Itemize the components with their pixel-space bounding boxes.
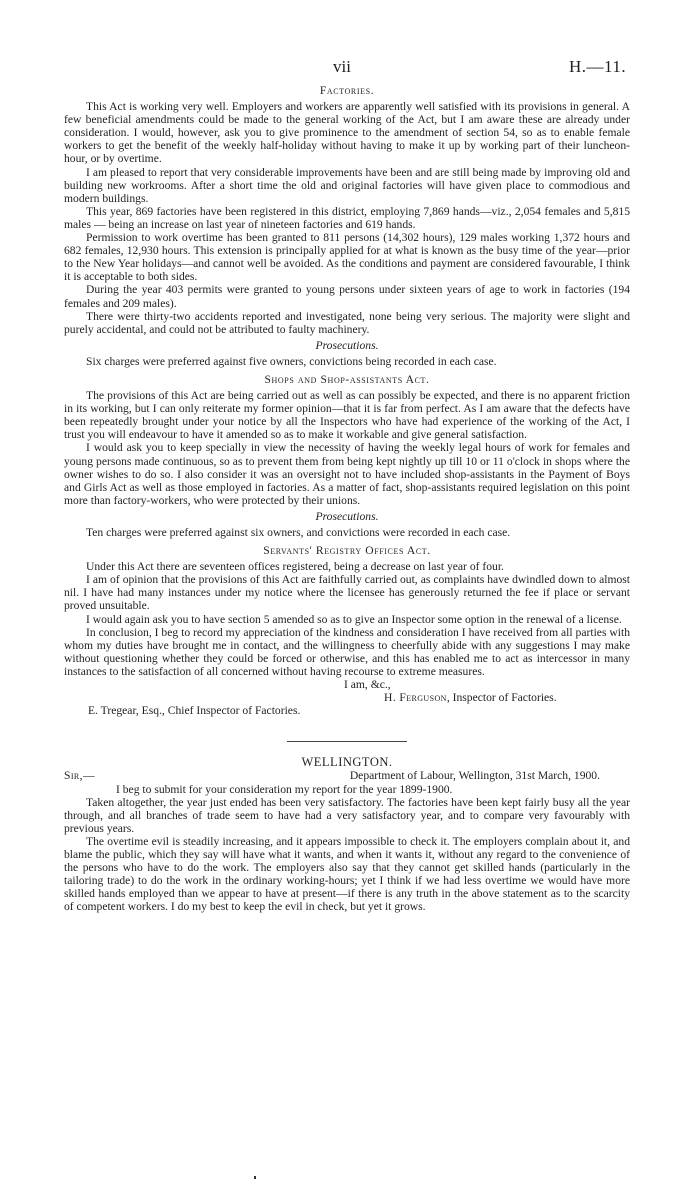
- servants-paragraph-2: I am of opinion that the provisions of this Act are faithfully carried out, as complaints have dwindled down to almost nil. I have had many instances under my notice where the licensee has generously returned the fee if place or servant proved unsuitable.: [64, 573, 630, 613]
- factories-paragraph-1: This Act is working very well. Employers and workers are apparently well satisfied with its provisions in general. A few beneficial amendments could be made to the general working of the Act, but I am aware these are already under consideration. I would, however, ask you to give prominence to the amendment of section 54, so as to enable female workers to get the benefit of the weekly half-holiday without having to make it up by working part of their luncheon-hour, or by overtime.: [64, 100, 630, 166]
- document-id: H.—11.: [569, 57, 627, 76]
- factories-paragraph-6: There were thirty-two accidents reported and investigated, none being very serious. The majority were slight and purely accidental, and could not be attributed to faulty machinery.: [64, 309, 630, 336]
- addressee: E. Tregear, Esq., Chief Inspector of Factories.: [88, 704, 301, 718]
- page-body: [64, 84, 630, 913]
- servants-paragraph-1: Under this Act there are seventeen offices registered, being a decrease on last year of four.: [86, 560, 504, 574]
- shops-paragraph-2: I would ask you to keep specially in view the necessity of having the weekly legal hours of work for females and young persons made continuous, so as to prevent them from being kept nightly up till 10 or 11 o'clock in shops where the owner wishes to do so. I also consider it was an oversight not to have included shop-assistants in the Payment of Boys and Girls Act as well as those employed in factories. As a matter of fact, shop-assistants required legislation on this point more than factory-workers, who were protected by their unions.: [64, 441, 630, 507]
- wellington-paragraph-1: I beg to submit for your consideration my report for the year 1899-1900.: [116, 782, 453, 796]
- signature: [64, 691, 630, 704]
- dateline: Department of Labour, Wellington, 31st March, 1900.: [349, 769, 600, 783]
- section-heading-servants: Servants' Registry Offices Act.: [263, 544, 431, 558]
- shops-prosecutions-text: Ten charges were preferred against six owners, and convictions were recorded in each case.: [86, 526, 511, 539]
- servants-paragraph-4: In conclusion, I beg to record my appreciation of the kindness and consideration I have received from all parties with whom my duties have brought me in contact, and the willingness to cheerfully abide with any suggestions I may make without questioning whether they could be forced or otherwise, and this has enabled me to act as intercessor in many instances to the satisfaction of all concerned without having recourse to extreme measures.: [64, 625, 630, 678]
- shops-prosecutions-heading: Prosecutions.: [315, 509, 379, 523]
- salutation-row: [64, 769, 630, 782]
- factories-prosecutions-text: Six charges were preferred against five owners, convictions being recorded in each case.: [86, 354, 497, 368]
- signature-name: H. Ferguson: [384, 691, 447, 705]
- section-heading-factories: Factories.: [319, 84, 375, 97]
- closing-line: I am, &c.,: [344, 678, 391, 692]
- factories-prosecutions-heading: Prosecutions.: [315, 338, 379, 352]
- section-heading-shops: Shops and Shop-assistants Act.: [264, 372, 430, 386]
- page-number: vii: [333, 57, 351, 76]
- servants-paragraph-3: I would again ask you to have section 5 amended so as to give an Inspector some option in the renewal of a license.: [86, 612, 622, 626]
- shops-paragraph-1: The provisions of this Act are being carried out as well as can possibly be expected, and there is no apparent friction in its working, but I can only reiterate my former opinion—that it is far from perfect. As I am aware that the defects have been repeatedly brought under your notice by all the Inspectors who have had experience of the working of the Act, I trust you will endeavour to have it amended so as to make it workable and give general satisfaction.: [64, 389, 630, 442]
- wellington-paragraph-3: The overtime evil is steadily increasing, and it appears impossible to check it. The employers complain about it, and blame the public, which they say will have what it wants, and when it wants it, without any regard to the convenience of the persons who have to do the work. The employers also say that they cannot get skilled hands (particularly in the tailoring trade) to do the work in the ordinary working-hours; yet I think if we had less overtime we would have more skilled hands employed than we appear to have at present—if there is any truth in the above statement as to the scarcity of competent workers. I do my best to keep the evil in check, but yet it grows.: [64, 834, 630, 914]
- section-divider: [287, 741, 407, 742]
- salutation: Sir,—: [64, 769, 95, 783]
- factories-paragraph-5: During the year 403 permits were granted to young persons under sixteen years of age to work in factories (194 females and 209 males).: [64, 283, 630, 310]
- factories-paragraph-4: Permission to work overtime has been granted to 811 persons (14,302 hours), 129 males working 1,372 hours and 682 females, 12,930 hours. This extension is principally applied for at what is known as the busy time of the year—prior to the New Year holidays—and cannot well be avoided. As the conditions and payment are considered favourable, I think it is acceptable to both sides.: [64, 231, 630, 284]
- section-heading-wellington: WELLINGTON.: [301, 755, 393, 770]
- factories-paragraph-3: This year, 869 factories have been registered in this district, employing 7,869 hands—viz., 2,054 females and 5,815 males — being an increase on last year of nineteen factories and 619 hands.: [64, 204, 630, 231]
- signature-title: , Inspector of Factories.: [446, 691, 557, 705]
- factories-paragraph-2: I am pleased to report that very considerable improvements have been and are still being made by improving old and building new workrooms. After a short time the old and original factories will have given place to commodious and modern buildings.: [64, 165, 630, 205]
- wellington-paragraph-2: Taken altogether, the year just ended has been very satisfactory. The factories have been kept fairly busy all the year through, and all branches of trade seem to have had a very satisfactory year, and to compare very favourably with previous years.: [64, 795, 630, 835]
- stray-mark: [254, 1176, 256, 1179]
